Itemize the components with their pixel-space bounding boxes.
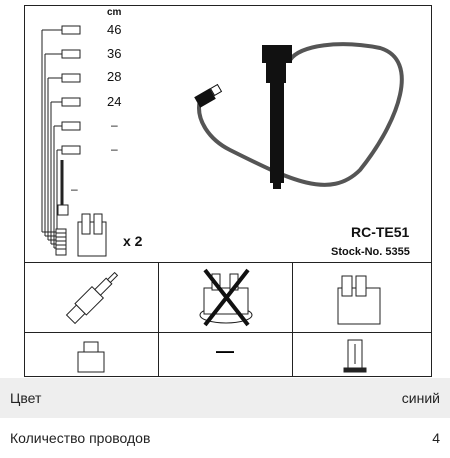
no-cap-dash: — — [216, 341, 234, 361]
stock-number: Stock-No. 5355 — [331, 246, 410, 258]
multiplier-label: x 2 — [123, 233, 143, 249]
property-value: синий — [401, 390, 440, 406]
product-code: RC-TE51 — [351, 224, 410, 240]
length-label-4: 24 — [107, 94, 122, 109]
property-row-color — [0, 378, 450, 418]
property-value: 4 — [432, 430, 440, 446]
unit-label: cm — [107, 7, 122, 18]
plug-connector-icon — [78, 342, 104, 372]
distributor-cap-icon — [200, 270, 252, 325]
length-label-6: – — [111, 142, 118, 156]
coil-icon — [338, 276, 380, 324]
length-label-5: – — [111, 118, 118, 132]
property-row-wire-count — [0, 418, 450, 458]
property-label: Цвет — [10, 390, 42, 406]
length-label-1: 46 — [107, 22, 122, 37]
short-cable-dash: – — [71, 182, 78, 196]
property-label: Количество проводов — [10, 430, 151, 446]
spark-plug-icon — [65, 268, 122, 325]
length-label-3: 28 — [107, 69, 122, 84]
length-label-2: 36 — [107, 46, 122, 61]
terminal-icon — [344, 340, 366, 372]
